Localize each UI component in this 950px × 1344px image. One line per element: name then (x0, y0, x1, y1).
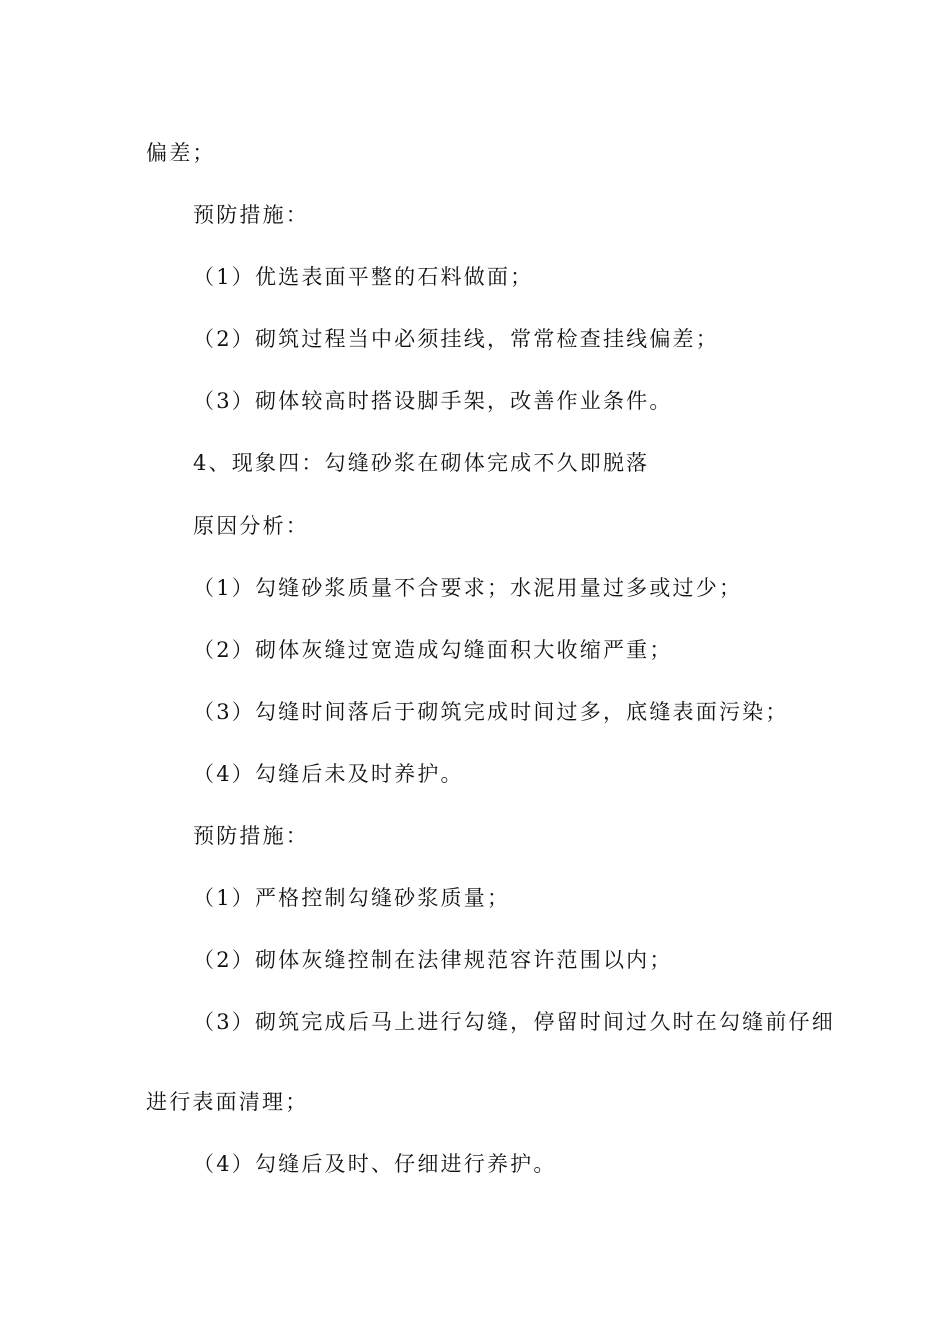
text-line-continuation: 进行表面清理； (146, 1090, 309, 1114)
list-item: （3）砌体较高时搭设脚手架，改善作业条件。 (193, 389, 673, 413)
list-item: （3）砌筑完成后马上进行勾缝，停留时间过久时在勾缝前仔细 (193, 1010, 835, 1034)
list-item: （3）勾缝时间落后于砌筑完成时间过多，底缝表面污染； (193, 700, 789, 724)
list-item: （4）勾缝后及时、仔细进行养护。 (193, 1152, 557, 1176)
list-item: （2）砌筑过程当中必须挂线，常常检查挂线偏差； (193, 327, 719, 351)
list-item: （1）勾缝砂浆质量不合要求；水泥用量过多或过少； (193, 576, 743, 600)
section-heading-cause: 原因分析： (193, 514, 309, 538)
list-item: （2）砌体灰缝过宽造成勾缝面积大收缩严重； (193, 638, 673, 662)
section-heading-prevention: 预防措施： (193, 203, 309, 227)
text-line: 偏差； (146, 141, 216, 165)
section-heading-prevention: 预防措施： (193, 824, 309, 848)
phenomenon-heading: 4、现象四：勾缝砂浆在砌体完成不久即脱落 (193, 451, 650, 475)
list-item: （4）勾缝后未及时养护。 (193, 762, 464, 786)
list-item: （1）严格控制勾缝砂浆质量； (193, 886, 511, 910)
list-item: （1）优选表面平整的石料做面； (193, 265, 534, 289)
list-item: （2）砌体灰缝控制在法律规范容许范围以内； (193, 948, 673, 972)
